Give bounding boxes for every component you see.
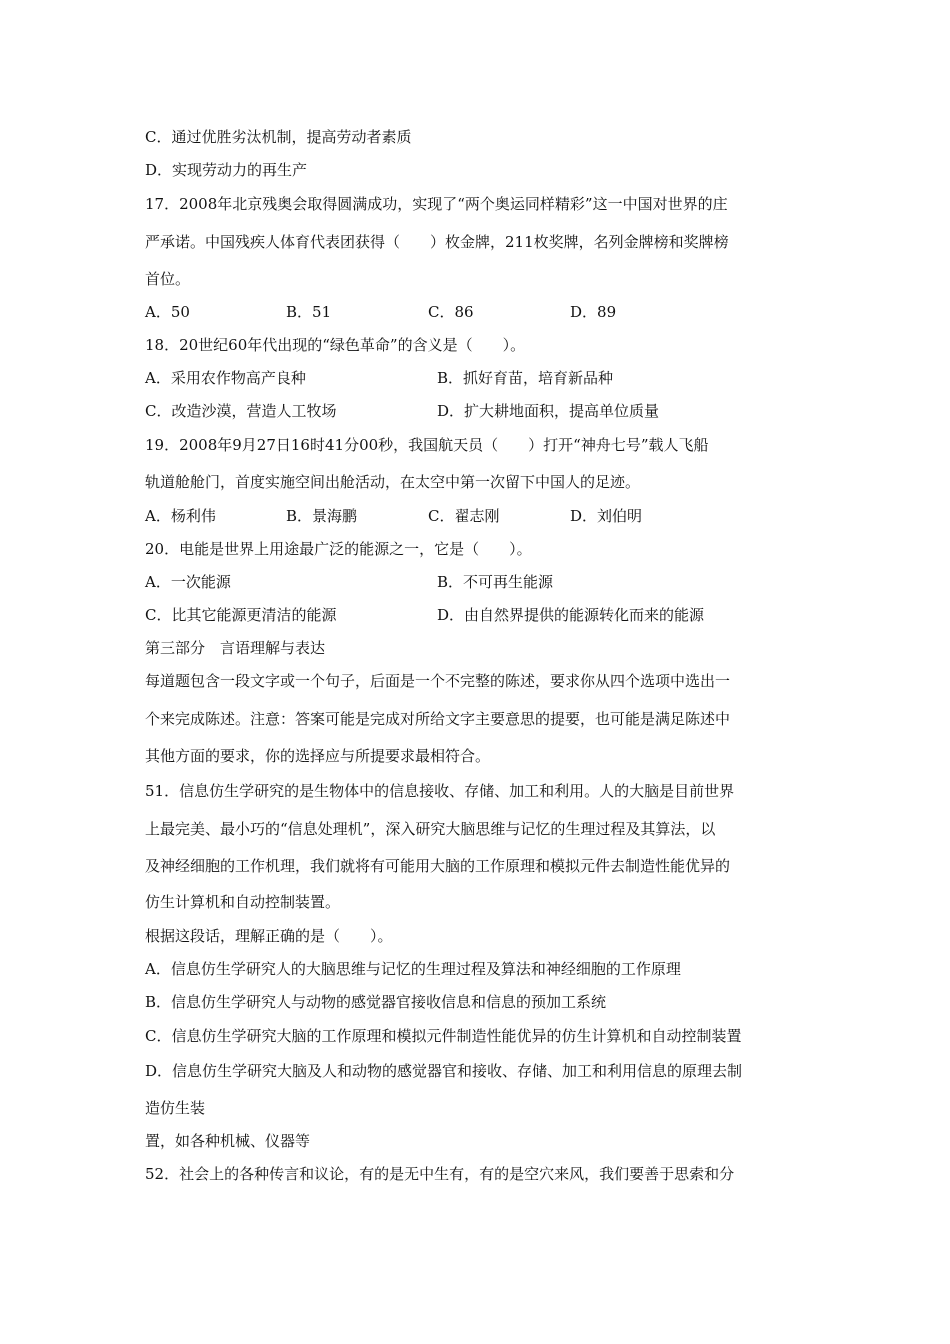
- q51-option-c: C．信息仿生学研究大脑的工作原理和模拟元件制造性能优异的仿生计算机和自动控制装置: [145, 1027, 742, 1045]
- q51-option-a: A．信息仿生学研究人的大脑思维与记忆的生理过程及算法和神经细胞的工作原理: [145, 960, 681, 978]
- q19-option-d: D．刘伯明: [570, 507, 643, 525]
- section3-title: 第三部分 言语理解与表达: [145, 639, 326, 657]
- q51-text-line-3: 及神经细胞的工作机理，我们就将有可能用大脑的工作原理和模拟元件去制造性能优异的: [145, 857, 731, 875]
- q18-option-c: C．改造沙漠，营造人工牧场: [145, 402, 337, 420]
- q17-text-line-1: 17．2008年北京残奥会取得圆满成功，实现了“两个奥运同样精彩”这一中国对世界的庄: [145, 195, 728, 213]
- q17-text-line-2: 严承诺。中国残疾人体育代表团获得（ ）枚金牌，211枚奖牌，名列金牌榜和奖牌榜: [145, 233, 729, 251]
- q51-text-line-1: 51．信息仿生学研究的是生物体中的信息接收、存储、加工和利用。人的大脑是目前世界: [145, 782, 735, 800]
- q51-text-line-2: 上最完美、最小巧的“信息处理机”，深入研究大脑思维与记忆的生理过程及其算法，以: [145, 820, 716, 838]
- q18-option-b: B．抓好育苗，培育新品种: [437, 369, 614, 387]
- q17-option-d: D．89: [570, 303, 617, 321]
- q17-option-a: A．50: [145, 303, 190, 321]
- q51-text-line-4: 仿生计算机和自动控制装置。: [145, 893, 341, 911]
- q18-text-line-1: 18．20世纪60年代出现的“绿色革命”的含义是（ ）。: [145, 336, 526, 354]
- q20-option-a: A．一次能源: [145, 573, 231, 591]
- q51-option-d-line-3: 置，如各种机械、仪器等: [145, 1132, 311, 1150]
- q18-option-d: D．扩大耕地面积，提高单位质量: [437, 402, 660, 420]
- q52-text-line-1: 52．社会上的各种传言和议论，有的是无中生有，有的是空穴来风，我们要善于思索和分: [145, 1165, 735, 1183]
- section3-intro-line-1: 每道题包含一段文字或一个句子，后面是一个不完整的陈述，要求你从四个选项中选出一: [145, 672, 731, 690]
- q19-text-line-1: 19．2008年9月27日16时41分00秒，我国航天员（ ）打开“神舟七号”载人飞船: [145, 436, 709, 454]
- q19-text-line-2: 轨道舱舱门，首度实施空间出舱活动，在太空中第一次留下中国人的足迹。: [145, 473, 641, 491]
- section3-intro-line-3: 其他方面的要求，你的选择应与所提要求最相符合。: [145, 747, 491, 765]
- q17-option-c: C．86: [428, 303, 474, 321]
- q19-option-a: A．杨利伟: [145, 507, 216, 525]
- q19-option-c: C．翟志刚: [428, 507, 500, 525]
- q16-option-d: D．实现劳动力的再生产: [145, 161, 308, 179]
- section3-intro-line-2: 个来完成陈述。注意：答案可能是完成对所给文字主要意思的提要，也可能是满足陈述中: [145, 710, 731, 728]
- q20-option-d: D．由自然界提供的能源转化而来的能源: [437, 606, 705, 624]
- q51-option-b: B．信息仿生学研究人与动物的感觉器官接收信息和信息的预加工系统: [145, 993, 607, 1011]
- q51-option-d-line-1: D．信息仿生学研究大脑及人和动物的感觉器官和接收、存储、加工和利用信息的原理去制: [145, 1062, 743, 1080]
- q51-option-d-line-2: 造仿生装: [145, 1099, 206, 1117]
- q20-option-b: B．不可再生能源: [437, 573, 554, 591]
- q51-question: 根据这段话，理解正确的是（ ）。: [145, 927, 393, 945]
- q17-option-b: B．51: [286, 303, 332, 321]
- q18-option-a: A．采用农作物高产良种: [145, 369, 306, 387]
- q16-option-c: C．通过优胜劣汰机制，提高劳动者素质: [145, 128, 412, 146]
- q20-text-line-1: 20．电能是世界上用途最广泛的能源之一，它是（ ）。: [145, 540, 532, 558]
- q19-option-b: B．景海鹏: [286, 507, 358, 525]
- q20-option-c: C．比其它能源更清洁的能源: [145, 606, 337, 624]
- q17-text-line-3: 首位。: [145, 270, 191, 288]
